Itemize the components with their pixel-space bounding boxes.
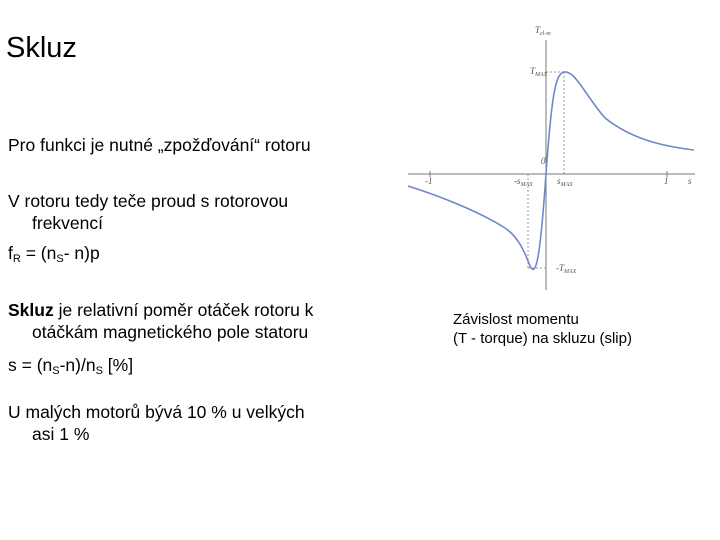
slip-sub-s2: S: [95, 365, 103, 377]
slip-mid: -n)/n: [59, 355, 96, 375]
caption-line1: Závislost momentu: [453, 311, 579, 328]
slip-def-line2: otáčkám magnetického pole statoru: [32, 322, 309, 342]
slip-sub-s1: S: [52, 365, 60, 377]
fr-sub-r: R: [12, 253, 21, 265]
label-y-axis: $T_{el-m}$: [535, 25, 551, 37]
rotor-current-line2: frekvencí: [32, 213, 103, 233]
label-tmax: $T_{MAX}$: [530, 66, 548, 78]
paragraph-delay: Pro funkci je nutné „zpožďování“ rotoru: [8, 135, 311, 155]
torque-curve: [408, 72, 694, 269]
slip-lhs: s = (n: [8, 355, 53, 375]
label-s-axis: s: [688, 176, 692, 186]
graph-caption: [453, 310, 632, 348]
slip-values-line2: asi 1 %: [32, 424, 90, 444]
slide-title: Skluz: [6, 32, 77, 64]
slip-tail: [%]: [102, 355, 134, 375]
label-one: 1: [664, 176, 669, 186]
fr-f: f: [8, 243, 13, 263]
rotor-current-line1: V rotoru tedy teče proud s rotorovou: [8, 191, 289, 211]
label-pos-smax: $s_{MAX}$: [557, 176, 573, 188]
caption-line2: (T - torque) na skluzu (slip): [453, 330, 632, 347]
slip-bold: Skluz: [8, 300, 54, 320]
slip-def-rest: je relativní poměr otáček rotoru k: [53, 300, 314, 320]
fr-rest: - n)p: [63, 243, 100, 263]
label-origin: 0: [541, 156, 546, 166]
label-minus-one: -1: [425, 176, 433, 186]
label-neg-smax: $-s_{MAX}$: [514, 176, 533, 188]
fr-sub-s: S: [56, 253, 64, 265]
label-tmin: $-T_{MAX}$: [556, 263, 577, 275]
fr-eq: = (n: [20, 243, 57, 263]
slip-values-line1: U malých motorů bývá 10 % u velkých: [8, 402, 305, 422]
